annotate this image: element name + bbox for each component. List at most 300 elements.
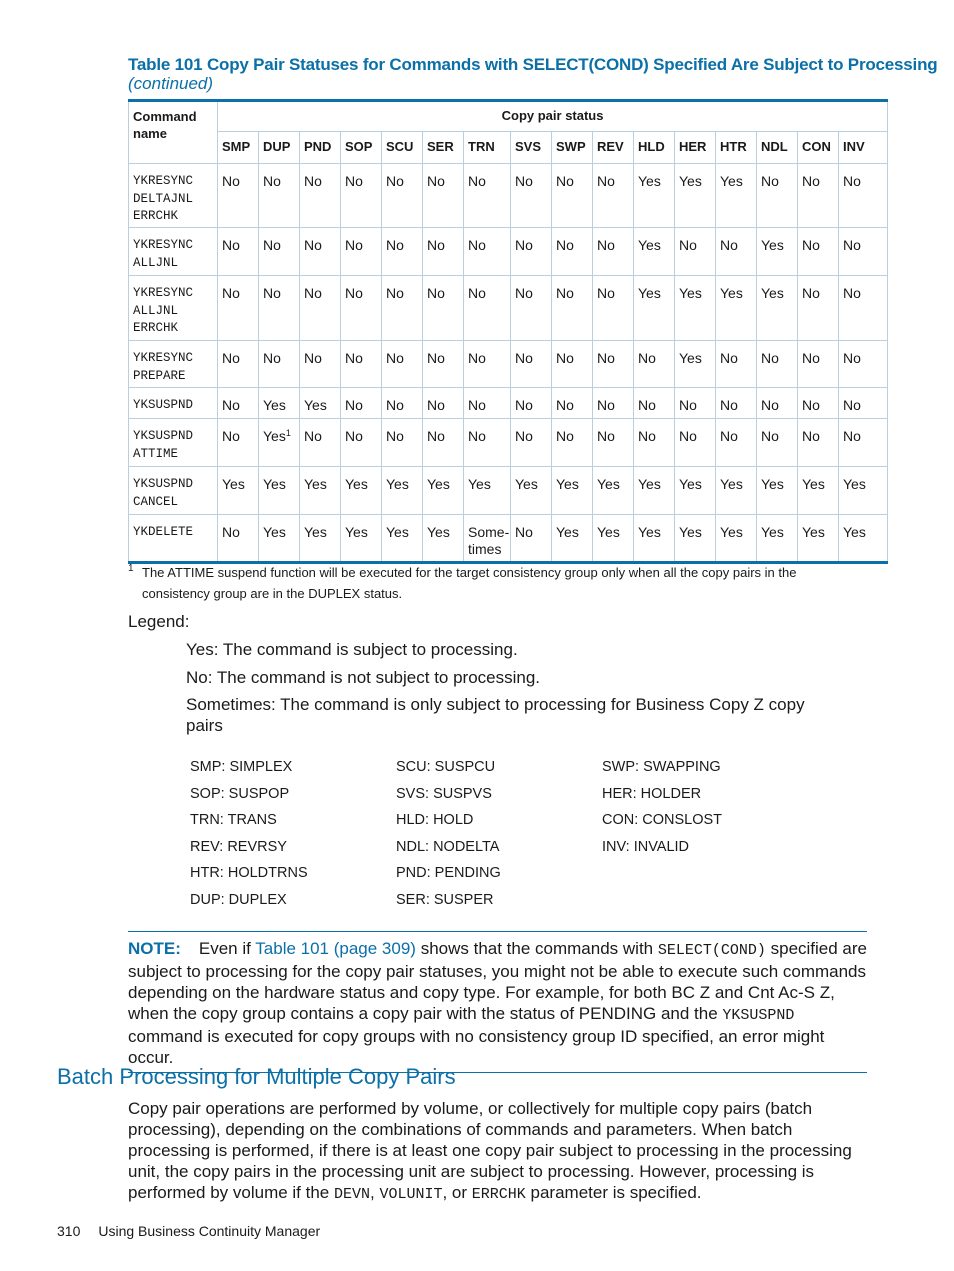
status-cell-scu (382, 228, 423, 276)
abbreviation-item: HLD: HOLD (396, 812, 474, 828)
status-value: No (556, 428, 574, 444)
status-value: Yes (556, 476, 579, 492)
status-value: No (761, 173, 779, 189)
status-value: No (345, 397, 363, 413)
table-title: Table 101 Copy Pair Statuses for Commands with SELECT(COND) Specified Are Subject to Processing (128, 55, 938, 74)
status-value: Some- times (468, 524, 510, 557)
status-value: No (556, 237, 574, 253)
status-value: No (222, 350, 240, 366)
status-cell-inv (839, 276, 888, 341)
status-value: No (761, 428, 779, 444)
status-cell-ser (423, 467, 464, 515)
status-value: No (468, 285, 486, 301)
status-value: No (345, 428, 363, 444)
status-cell-ser (423, 228, 464, 276)
status-cell-her (675, 467, 716, 515)
status-value: No (468, 397, 486, 413)
status-value: Yes (222, 476, 245, 492)
status-value: No (515, 237, 533, 253)
status-value: No (638, 350, 656, 366)
status-value: No (802, 173, 820, 189)
status-cell-scu (382, 341, 423, 388)
command-name-cell (129, 228, 218, 276)
status-cell-trn (464, 419, 511, 467)
abbreviation-column-1 (190, 757, 308, 916)
status-cell-hld (634, 515, 675, 563)
status-value: No (802, 397, 820, 413)
status-cell-htr (716, 515, 757, 563)
status-value: No (679, 428, 697, 444)
command-name-header: Command name (129, 101, 218, 164)
note-text-4: command is executed for copy groups with no consistency group ID specified, an error might occur. (128, 1027, 825, 1067)
status-cell-ser (423, 164, 464, 228)
status-value: No (515, 428, 533, 444)
command-name-line: YKRESYNC (133, 286, 194, 300)
table-row (129, 515, 888, 563)
status-value: Yes (761, 285, 784, 301)
abbreviation-item: DUP: DUPLEX (190, 891, 287, 908)
status-value: No (427, 237, 445, 253)
command-name-cell (129, 164, 218, 228)
command-name-line: YKDELETE (133, 525, 194, 539)
column-header-hld: HLD (634, 132, 675, 164)
column-header-swp: SWP (552, 132, 593, 164)
status-cell-ndl (757, 515, 798, 563)
status-value: No (468, 173, 486, 189)
status-cell-dup (259, 419, 300, 467)
note-text-3: specified are subject to processing for the copy pair statuses, you might not be able to execute such commands depending on the hardware status and copy type. For example, for both BC Z and Cnt Ac-S Z, when the copy group contains a copy pair with the status of PENDING and the (128, 939, 868, 1023)
legend-yes: Yes: The command is subject to processing. (186, 640, 518, 659)
section-sep-1: , (370, 1183, 380, 1202)
status-cell-scu (382, 164, 423, 228)
status-value: No (468, 237, 486, 253)
status-value: No (304, 237, 322, 253)
status-cell-swp (552, 388, 593, 419)
status-cell-sop (341, 467, 382, 515)
command-name-cell (129, 341, 218, 388)
status-cell-inv (839, 467, 888, 515)
status-cell-trn (464, 341, 511, 388)
status-cell-pnd (300, 164, 341, 228)
status-value: No (386, 350, 404, 366)
status-cell-ser (423, 515, 464, 563)
status-value: No (386, 173, 404, 189)
command-name-line: ALLJNL (133, 303, 179, 318)
status-value: Yes (304, 476, 327, 492)
status-cell-htr (716, 419, 757, 467)
note-text-2: shows that the commands with (415, 939, 658, 958)
section-body (128, 1098, 870, 1205)
status-cell-svs (511, 515, 552, 563)
status-value: No (843, 397, 861, 413)
status-cell-smp (218, 341, 259, 388)
status-cell-swp (552, 164, 593, 228)
status-value: No (720, 350, 738, 366)
status-value: Yes (638, 476, 661, 492)
status-cell-her (675, 164, 716, 228)
status-value: Yes (263, 524, 286, 540)
abbreviation-column-3 (602, 757, 722, 863)
status-value: No (427, 428, 445, 444)
table-row (129, 419, 888, 467)
status-value: No (720, 237, 738, 253)
status-value: No (515, 350, 533, 366)
status-cell-ndl (757, 388, 798, 419)
status-value: Yes (679, 285, 702, 301)
command-name-line: PREPARE (133, 368, 186, 383)
footnote-text: The ATTIME suspend function will be executed for the target consistency group only when all the copy pairs in the consistency group are in the DUPLEX status. (142, 565, 797, 601)
status-value: No (843, 428, 861, 444)
abbreviation-item: SER: SUSPER (396, 891, 494, 908)
status-cell-rev (593, 276, 634, 341)
status-value: Yes (720, 524, 743, 540)
status-cell-dup (259, 164, 300, 228)
status-cell-pnd (300, 276, 341, 341)
status-value: No (556, 350, 574, 366)
abbreviation-item: SWP: SWAPPING (602, 759, 721, 775)
status-value: No (427, 397, 445, 413)
table-continued-label: (continued) (128, 74, 214, 93)
status-cell-trn (464, 228, 511, 276)
status-cell-pnd (300, 515, 341, 563)
status-value: Yes (679, 476, 702, 492)
status-value: Yes (556, 524, 579, 540)
table-caption (128, 55, 938, 93)
column-header-her: HER (675, 132, 716, 164)
status-value: Yes (638, 285, 661, 301)
status-value: Yes (597, 524, 620, 540)
status-value: No (468, 428, 486, 444)
status-cell-con (798, 388, 839, 419)
page-number: 310 (57, 1223, 81, 1239)
table-101-link[interactable]: Table 101 (page 309) (255, 939, 416, 958)
status-value: No (263, 285, 281, 301)
status-cell-con (798, 515, 839, 563)
status-cell-ndl (757, 341, 798, 388)
command-name-line: YKRESYNC (133, 238, 194, 252)
command-name-line: ALLJNL (133, 255, 179, 270)
table-row (129, 228, 888, 276)
status-cell-her (675, 341, 716, 388)
status-cell-ser (423, 419, 464, 467)
code-errchk: ERRCHK (471, 1186, 526, 1203)
legend-no: No: The command is not subject to processing. (186, 668, 541, 687)
status-cell-htr (716, 276, 757, 341)
status-cell-con (798, 419, 839, 467)
status-cell-sop (341, 515, 382, 563)
status-cell-hld (634, 388, 675, 419)
status-cell-con (798, 467, 839, 515)
status-value: No (556, 173, 574, 189)
status-cell-ndl (757, 276, 798, 341)
table-body (129, 164, 888, 563)
status-cell-sop (341, 419, 382, 467)
status-cell-smp (218, 388, 259, 419)
status-cell-her (675, 388, 716, 419)
status-value: No (638, 428, 656, 444)
status-cell-pnd (300, 388, 341, 419)
status-value: No (802, 237, 820, 253)
status-value: No (515, 397, 533, 413)
command-name-line: YKSUSPND (133, 477, 194, 491)
status-value: Yes (638, 524, 661, 540)
status-cell-svs (511, 341, 552, 388)
status-cell-dup (259, 388, 300, 419)
status-value: No (345, 173, 363, 189)
table-row (129, 164, 888, 228)
status-cell-scu (382, 276, 423, 341)
status-value: No (638, 397, 656, 413)
status-cell-htr (716, 467, 757, 515)
status-value: No (345, 285, 363, 301)
abbreviation-item: SOP: SUSPOP (190, 785, 290, 802)
footer-title: Using Business Continuity Manager (98, 1223, 321, 1239)
status-value: No (515, 285, 533, 301)
status-value: Yes (720, 476, 743, 492)
status-value: No (222, 285, 240, 301)
status-cell-htr (716, 388, 757, 419)
status-cell-rev (593, 341, 634, 388)
table-row (129, 467, 888, 515)
status-cell-con (798, 341, 839, 388)
status-value: No (222, 397, 240, 413)
column-header-sop: SOP (341, 132, 382, 164)
status-cell-htr (716, 341, 757, 388)
status-value: No (597, 397, 615, 413)
status-value: No (222, 428, 240, 444)
table-row (129, 276, 888, 341)
status-cell-rev (593, 467, 634, 515)
status-value: Yes (638, 237, 661, 253)
command-name-line: DELTAJNL (133, 191, 194, 206)
status-value: Yes (386, 476, 409, 492)
status-cell-svs (511, 419, 552, 467)
table-footnote (128, 562, 848, 604)
abbreviation-item: HTR: HOLDTRNS (190, 865, 308, 881)
status-cell-swp (552, 276, 593, 341)
note-code-select-cond: SELECT(COND) (657, 942, 766, 959)
status-cell-sop (341, 164, 382, 228)
table-row (129, 341, 888, 388)
status-value: No (720, 397, 738, 413)
footnote-reference[interactable]: 1 (285, 428, 291, 438)
status-cell-swp (552, 467, 593, 515)
status-value: Yes (263, 397, 286, 413)
section-heading: Batch Processing for Multiple Copy Pairs (57, 1064, 456, 1089)
status-cell-pnd (300, 341, 341, 388)
status-cell-trn (464, 467, 511, 515)
status-cell-scu (382, 515, 423, 563)
status-cell-her (675, 419, 716, 467)
status-value: No (304, 350, 322, 366)
status-value: Yes (468, 476, 491, 492)
status-value: No (761, 397, 779, 413)
status-cell-svs (511, 467, 552, 515)
status-cell-rev (593, 388, 634, 419)
status-value: No (386, 428, 404, 444)
footnote-mark: 1 (128, 563, 134, 574)
command-name-cell (129, 419, 218, 467)
status-cell-swp (552, 515, 593, 563)
status-value: No (679, 397, 697, 413)
status-value: No (386, 397, 404, 413)
command-name-cell (129, 388, 218, 419)
abbreviation-item: SVS: SUSPVS (396, 785, 492, 802)
status-cell-svs (511, 228, 552, 276)
status-cell-trn (464, 515, 511, 563)
status-value: Yes (679, 524, 702, 540)
note-label: NOTE: (128, 939, 181, 958)
status-value: No (263, 237, 281, 253)
status-cell-hld (634, 276, 675, 341)
status-cell-hld (634, 467, 675, 515)
status-value: No (802, 428, 820, 444)
column-header-ndl: NDL (757, 132, 798, 164)
status-value: No (468, 350, 486, 366)
status-cell-hld (634, 341, 675, 388)
status-value: Yes (761, 524, 784, 540)
status-cell-sop (341, 341, 382, 388)
status-value: Yes (843, 476, 866, 492)
status-value: No (222, 173, 240, 189)
status-value: No (556, 397, 574, 413)
abbreviation-column-2 (396, 757, 501, 916)
copy-pair-status-table (128, 99, 888, 564)
command-name-line: YKRESYNC (133, 351, 194, 365)
column-header-con: CON (798, 132, 839, 164)
status-cell-smp (218, 419, 259, 467)
status-cell-ser (423, 388, 464, 419)
status-value: Yes (345, 476, 368, 492)
column-header-trn: TRN (464, 132, 511, 164)
status-value: Yes (761, 476, 784, 492)
command-name-cell (129, 276, 218, 341)
status-cell-rev (593, 164, 634, 228)
status-value: No (597, 285, 615, 301)
status-value: Yes (720, 285, 743, 301)
note-text-1: Even if (198, 939, 256, 958)
status-cell-con (798, 276, 839, 341)
status-cell-con (798, 228, 839, 276)
column-header-scu: SCU (382, 132, 423, 164)
status-cell-rev (593, 419, 634, 467)
status-cell-her (675, 515, 716, 563)
status-cell-rev (593, 228, 634, 276)
status-value: Yes (802, 476, 825, 492)
status-value: No (597, 428, 615, 444)
abbreviation-item: NDL: NODELTA (396, 838, 500, 855)
status-value: No (427, 173, 445, 189)
abbreviation-item: REV: REVRSY (190, 838, 287, 855)
status-cell-hld (634, 164, 675, 228)
status-cell-trn (464, 276, 511, 341)
status-value: Yes (386, 524, 409, 540)
section-text-2: parameter is specified. (525, 1183, 702, 1202)
note-code-yksuspnd: YKSUSPND (722, 1007, 795, 1024)
status-value: Yes (679, 350, 702, 366)
status-cell-smp (218, 467, 259, 515)
status-cell-sop (341, 276, 382, 341)
status-cell-swp (552, 228, 593, 276)
status-value: No (345, 350, 363, 366)
status-value: No (597, 237, 615, 253)
status-value: No (386, 237, 404, 253)
status-value: Yes (761, 237, 784, 253)
status-value: No (843, 285, 861, 301)
abbreviation-item: SMP: SIMPLEX (190, 759, 293, 775)
status-cell-her (675, 228, 716, 276)
status-value: Yes (427, 476, 450, 492)
command-name-line: YKSUSPND (133, 398, 194, 412)
status-value: No (345, 237, 363, 253)
status-value: No (843, 237, 861, 253)
status-value: Yes (843, 524, 866, 540)
status-cell-inv (839, 164, 888, 228)
status-value: Yes (515, 476, 538, 492)
status-value: No (427, 350, 445, 366)
status-value: No (304, 173, 322, 189)
column-header-dup: DUP (259, 132, 300, 164)
command-name-line: ERRCHK (133, 321, 179, 335)
command-name-cell (129, 467, 218, 515)
copy-pair-status-header: Copy pair status (218, 101, 888, 132)
status-column-header-row (129, 132, 888, 164)
status-cell-htr (716, 228, 757, 276)
column-header-pnd: PND (300, 132, 341, 164)
status-cell-ndl (757, 467, 798, 515)
status-cell-pnd (300, 228, 341, 276)
column-header-smp: SMP (218, 132, 259, 164)
column-header-inv: INV (839, 132, 888, 164)
status-value: Yes (597, 476, 620, 492)
status-cell-scu (382, 419, 423, 467)
abbreviation-item: PND: PENDING (396, 865, 501, 881)
status-value: Yes (802, 524, 825, 540)
status-value: No (263, 173, 281, 189)
status-value: Yes (304, 524, 327, 540)
column-header-rev: REV (593, 132, 634, 164)
status-cell-ser (423, 276, 464, 341)
legend-sometimes: Sometimes: The command is only subject to processing for Business Copy Z copy pairs (186, 695, 805, 735)
command-name-cell (129, 515, 218, 563)
code-volunit: VOLUNIT (379, 1186, 443, 1203)
status-cell-hld (634, 228, 675, 276)
command-name-line: CANCEL (133, 494, 179, 509)
table-row (129, 388, 888, 419)
status-cell-dup (259, 276, 300, 341)
status-cell-svs (511, 388, 552, 419)
status-cell-hld (634, 419, 675, 467)
status-value: No (304, 285, 322, 301)
status-cell-sop (341, 228, 382, 276)
status-value: No (802, 350, 820, 366)
status-cell-ndl (757, 419, 798, 467)
status-value: No (263, 350, 281, 366)
section-text-1: Copy pair operations are performed by volume, or collectively for multiple copy pairs (batch processing), depending on the combinations of commands and parameters. When batch processing is performed, if there is at least one copy pair subject to processing in the processing unit, the copy pairs in the processing unit are subject to processing. However, processing is performed by volume if the (128, 1099, 852, 1202)
status-cell-dup (259, 341, 300, 388)
status-cell-inv (839, 515, 888, 563)
status-cell-scu (382, 467, 423, 515)
status-cell-dup (259, 228, 300, 276)
note-box (128, 931, 867, 1073)
status-cell-inv (839, 341, 888, 388)
status-value: Yes (720, 173, 743, 189)
section-sep-2: , or (442, 1183, 472, 1202)
status-cell-swp (552, 419, 593, 467)
status-cell-ndl (757, 228, 798, 276)
status-value: No (427, 285, 445, 301)
status-cell-dup (259, 515, 300, 563)
